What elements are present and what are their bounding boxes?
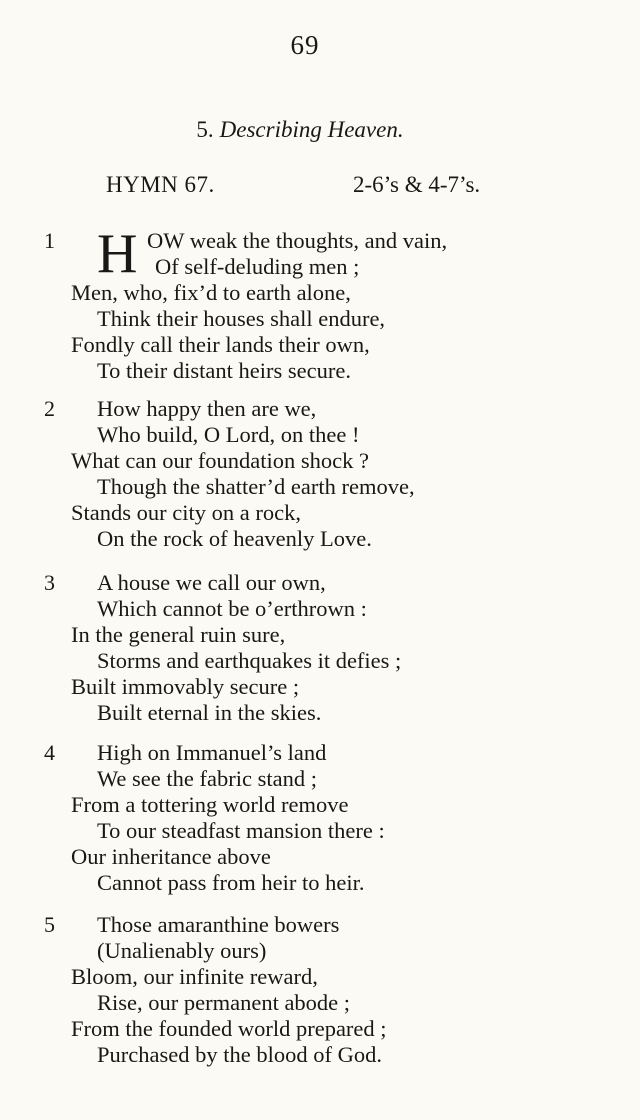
stanza-line: OW weak the thoughts, and vain, [147, 228, 448, 253]
stanza-line: A house we call our own, [97, 570, 326, 595]
stanza-line: From the founded world prepared ; [71, 1016, 387, 1041]
hymn-header [0, 172, 640, 202]
stanza-line: How happy then are we, [97, 396, 317, 421]
section-number: 5. [196, 117, 214, 142]
stanza-number: 5 [44, 912, 55, 937]
stanza-line: What can our foundation shock ? [71, 448, 370, 473]
stanza-number: 3 [44, 570, 55, 595]
stanza-line: Stands our city on a rock, [71, 500, 301, 525]
hymn-title: HYMN 67. [106, 172, 215, 197]
hymn-meter: 2-6’s & 4-7’s. [353, 172, 481, 197]
stanza-line: High on Immanuel’s land [97, 740, 327, 765]
stanza-line: (Unalienably ours) [97, 938, 267, 963]
section-title: Describing Heaven. [219, 117, 404, 142]
stanza-line: Which cannot be o’erthrown : [97, 596, 367, 621]
stanza-line: Men, who, fix’d to earth alone, [71, 280, 351, 305]
stanza-number: 4 [44, 740, 55, 765]
stanza-line: Though the shatter’d earth remove, [97, 474, 415, 499]
stanza-line: Built immovably secure ; [71, 674, 300, 699]
stanza-line: Fondly call their lands their own, [71, 332, 370, 357]
page-number: 69 [290, 30, 320, 60]
stanza-line: Of self-deluding men ; [155, 254, 360, 279]
stanza-line: Purchased by the blood of God. [97, 1042, 382, 1067]
stanza-number: 2 [44, 396, 55, 421]
drop-cap: H [97, 223, 138, 285]
stanza-line: Our inheritance above [71, 844, 271, 869]
stanza-line: On the rock of heavenly Love. [97, 526, 372, 551]
stanza-line: Bloom, our infinite reward, [71, 964, 318, 989]
stanza-line: Built eternal in the skies. [97, 700, 322, 725]
stanza-line: To our steadfast mansion there : [97, 818, 385, 843]
stanza-line: To their distant heirs secure. [97, 358, 351, 383]
stanza-line: In the general ruin sure, [71, 622, 286, 647]
stanza-line: Rise, our permanent abode ; [97, 990, 351, 1015]
stanza-line: Storms and earthquakes it defies ; [97, 648, 402, 673]
stanza-line: Cannot pass from heir to heir. [97, 870, 365, 895]
section-heading [0, 117, 600, 143]
stanza-line: Think their houses shall endure, [97, 306, 386, 331]
stanza-line: We see the fabric stand ; [97, 766, 317, 791]
stanza-line: Who build, O Lord, on thee ! [97, 422, 360, 447]
stanza-line: Those amaranthine bowers [97, 912, 340, 937]
stanza-number: 1 [44, 228, 55, 253]
stanza-line: From a tottering world remove [71, 792, 349, 817]
